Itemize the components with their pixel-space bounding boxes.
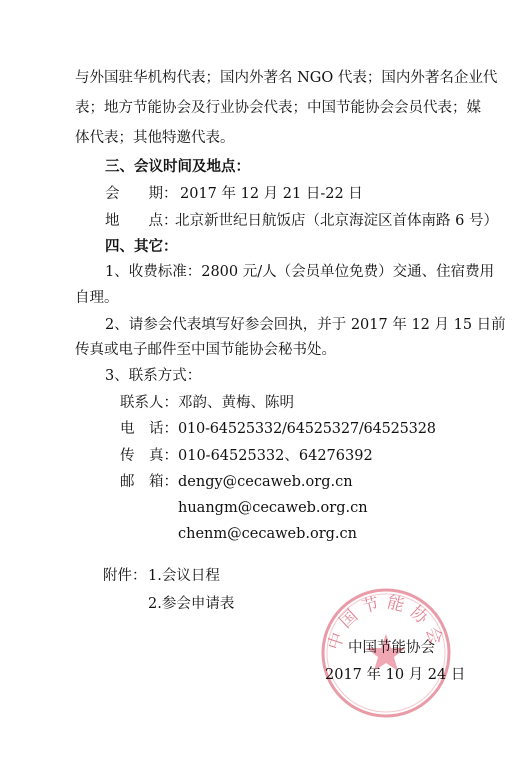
fax-value: 010-64525332、64276392 (178, 448, 373, 464)
signature-date: 2017 年 10 月 24 日 (325, 667, 466, 683)
reply-line2: 传真或电子邮件至中国节能协会秘书处。 (75, 342, 336, 358)
seal-text: 中国节能协会 (324, 592, 448, 653)
para1-line1: 与外国驻华机构代表；国内外著名 NGO 代表；国内外著名企业代 (75, 70, 498, 86)
contact-heading: 3、联系方式： (105, 368, 202, 384)
meeting-place-label: 地 点： (105, 213, 178, 229)
fax-label: 传 真： (120, 448, 178, 464)
email-dengy[interactable]: dengy@cecaweb.org.cn (178, 474, 353, 490)
contacts-label: 联系人： (120, 395, 178, 411)
para1-line2: 表；地方节能协会及行业协会代表；中国节能协会会员代表；媒 (75, 100, 481, 116)
email-huangm[interactable]: huangm@cecaweb.org.cn (178, 500, 368, 516)
section4-heading: 四、其它： (105, 238, 178, 255)
attachments-label: 附件： (103, 568, 147, 584)
phone-value: 010-64525332/64525327/64525328 (178, 421, 436, 437)
meeting-place-value: 北京新世纪日航饭店（北京海淀区首体南路 6 号） (175, 213, 498, 229)
para1-line3: 体代表；其他特邀代表。 (75, 130, 235, 146)
email-chenm[interactable]: chenm@cecaweb.org.cn (178, 526, 357, 542)
section3-heading: 三、会议时间及地点： (105, 158, 250, 175)
attachment-item-2: 2.参会申请表 (148, 596, 235, 612)
fee-line1: 1、收费标准：2800 元/人（会员单位免费）交通、住宿费用 (105, 264, 495, 280)
reply-line1: 2、请参会代表填写好参会回执，并于 2017 年 12 月 15 日前 (105, 317, 506, 333)
signature-org: 中国节能协会 (348, 640, 435, 656)
fee-line2: 自理。 (75, 290, 119, 306)
email-label: 邮 箱： (120, 474, 178, 490)
phone-label: 电 话： (120, 421, 178, 437)
contacts-value: 邓韵、黄梅、陈明 (178, 395, 294, 411)
meeting-date-label: 会 期： (105, 186, 178, 202)
meeting-date-value: 2017 年 12 月 21 日-22 日 (180, 186, 363, 202)
attachment-item-1: 1.会议日程 (148, 568, 220, 584)
